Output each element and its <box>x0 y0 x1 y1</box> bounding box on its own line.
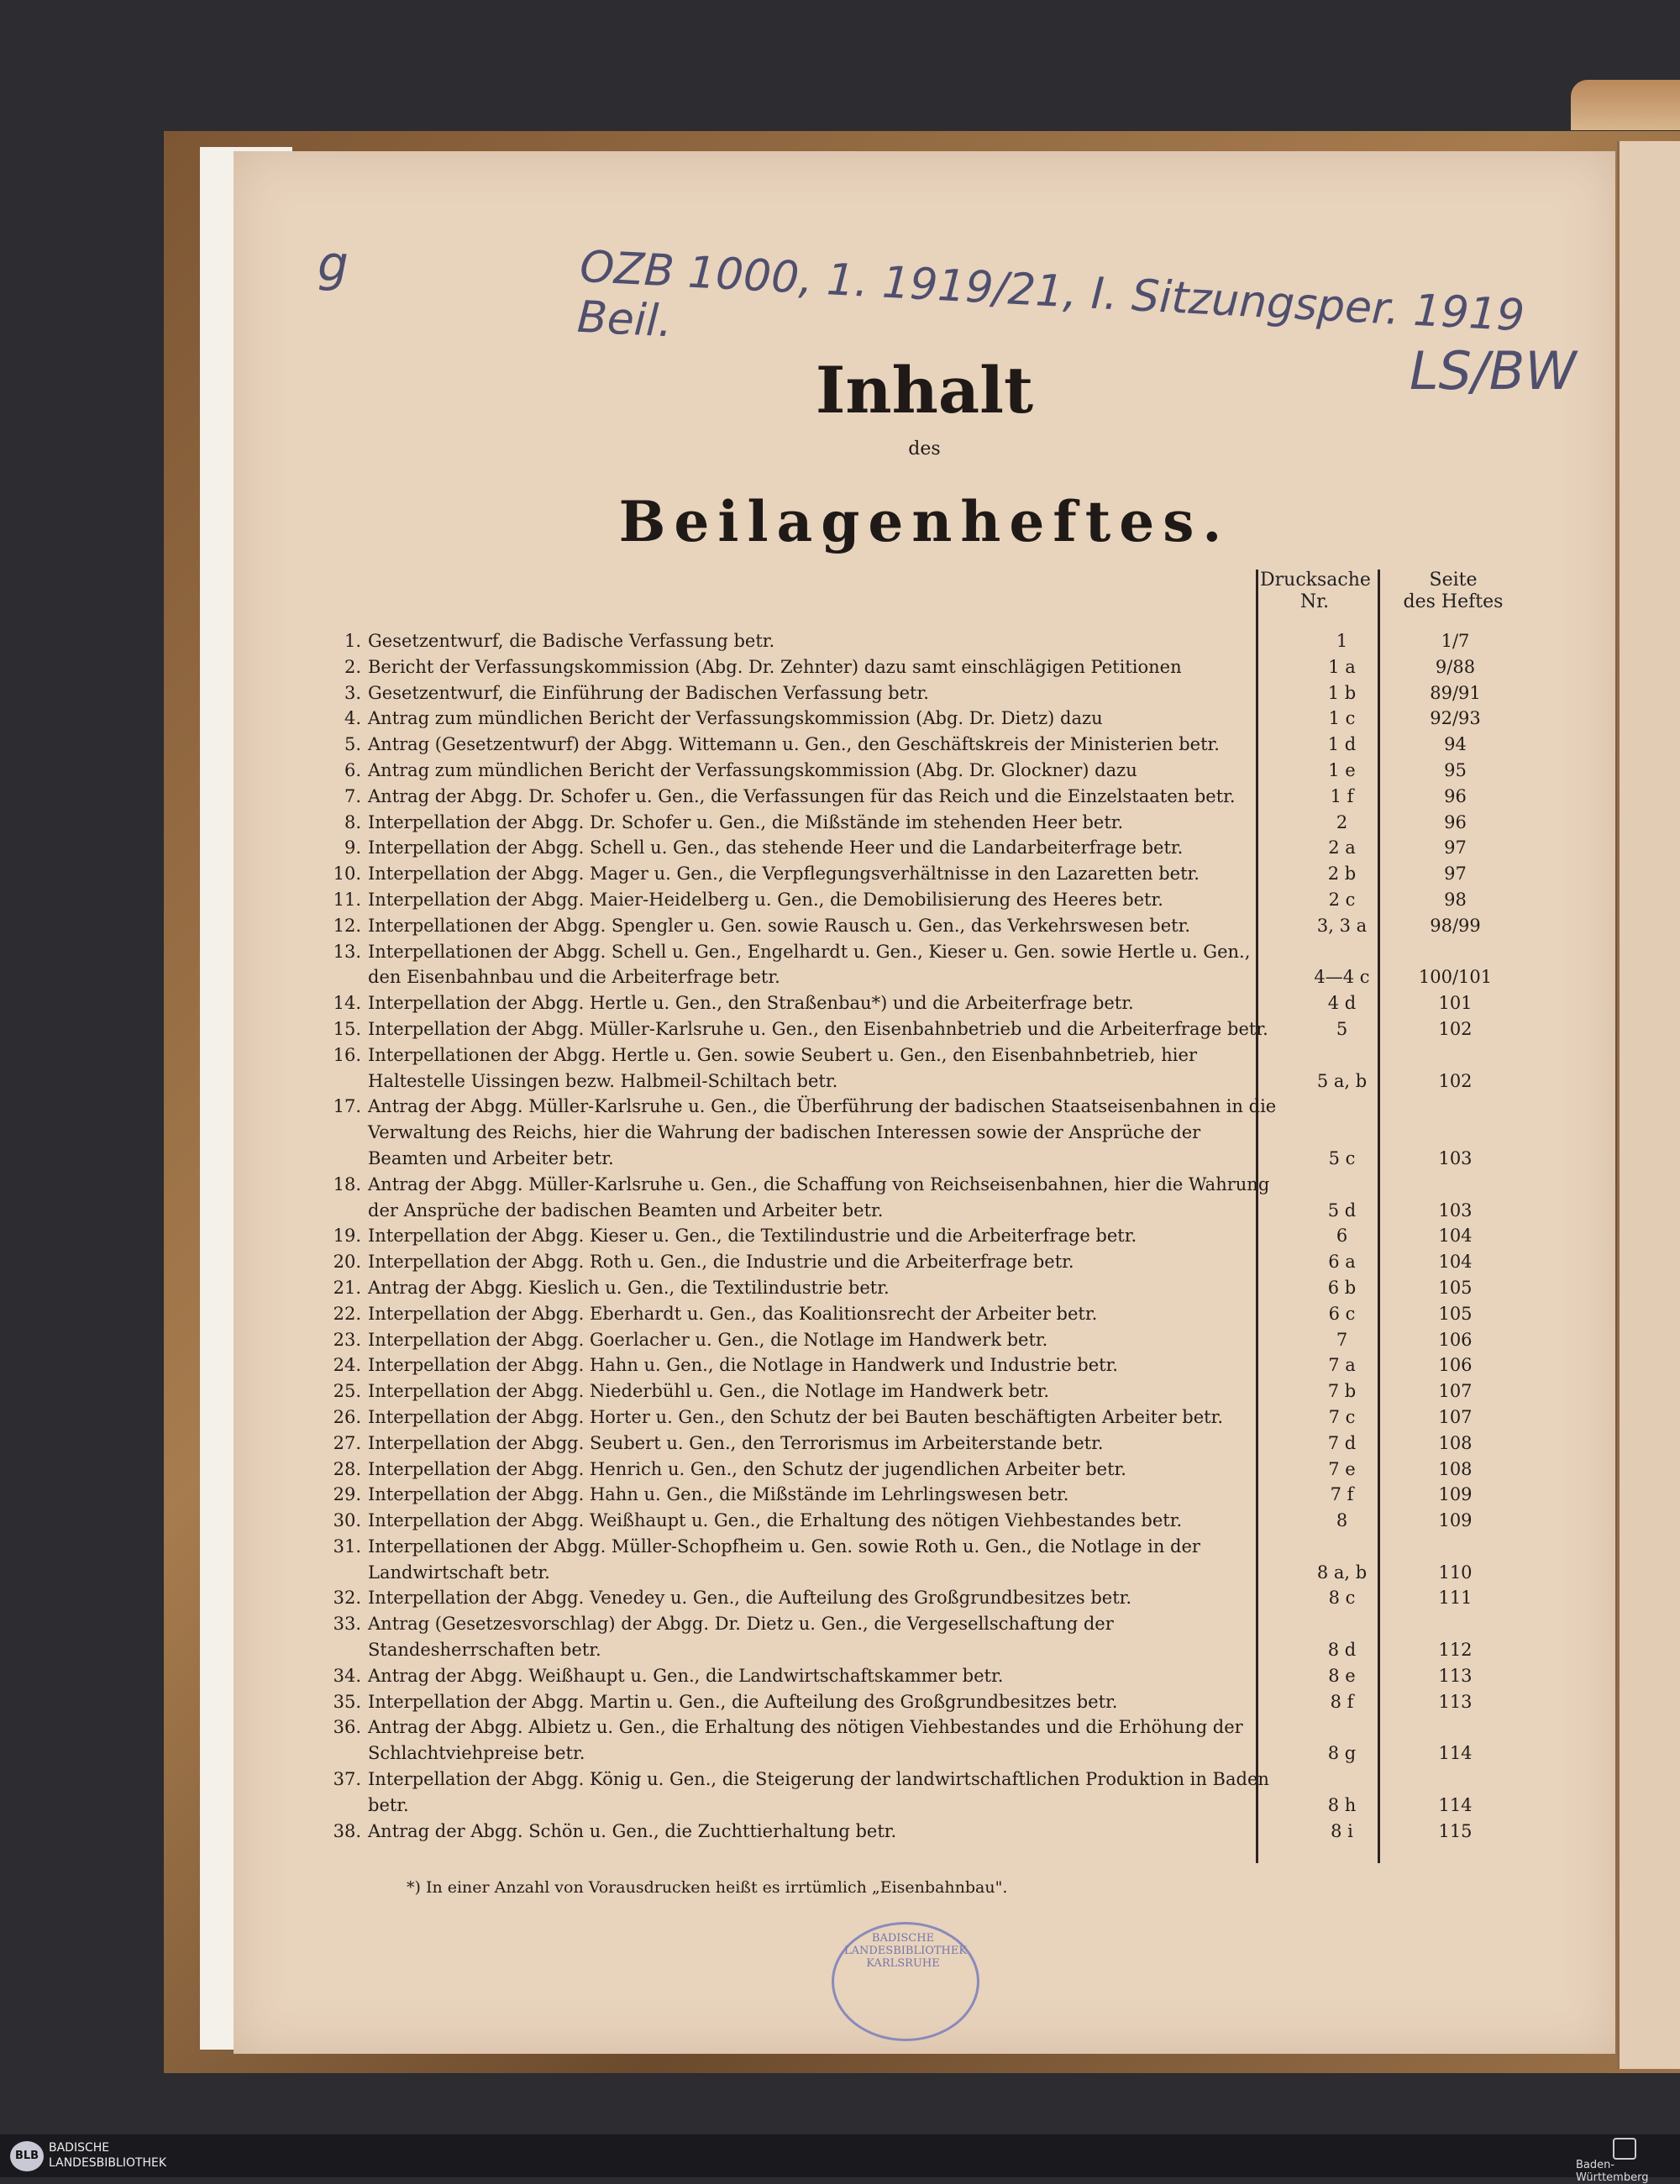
entry-title: Interpellation der Abgg. Hahn u. Gen., die Mißstände im Lehrlingswesen betr. <box>368 1484 1069 1505</box>
entry-drucksache: 7 e <box>1328 1458 1356 1479</box>
entry-drucksache: 3, 3 a <box>1316 915 1368 936</box>
entry-number: 26. <box>333 1406 361 1427</box>
entry-seite: 102 <box>1438 1070 1473 1091</box>
page-subtitle: des <box>908 438 941 459</box>
entry-drucksache: 2 b <box>1327 864 1357 885</box>
entry-title: Interpellation der Abgg. Venedey u. Gen., die Aufteilung des Großgrundbesitzes betr. <box>368 1588 1132 1609</box>
column-header-drucksache <box>1260 570 1369 613</box>
entry-drucksache: 8 g <box>1327 1743 1357 1764</box>
entry-seite: 9/88 <box>1435 656 1476 677</box>
entry-number: 23. <box>333 1329 361 1350</box>
table-row <box>312 1431 1505 1457</box>
entry-title: Antrag (Gesetzesvorschlag) der Abgg. Dr. Dietz u. Gen., die Vergesellschaftung der Standesherrschaften betr. <box>368 1614 1114 1661</box>
entry-drucksache: 1 b <box>1327 682 1357 703</box>
entry-number: 2. <box>344 656 361 677</box>
entry-number: 24. <box>333 1355 361 1376</box>
entry-number: 37. <box>333 1769 361 1790</box>
entry-number: 31. <box>333 1536 361 1557</box>
column-header-seite <box>1394 570 1512 613</box>
entry-title: Interpellation der Abgg. Maier-Heidelberg u. Gen., die Demobilisierung des Heeres betr. <box>368 889 1163 910</box>
table-row <box>312 1767 1505 1819</box>
entry-number: 27. <box>333 1432 361 1453</box>
entry-title: Antrag zum mündlichen Bericht der Verfassungskommission (Abg. Dr. Glockner) dazu <box>368 759 1137 780</box>
table-row <box>312 1457 1505 1483</box>
entry-title: Antrag der Abgg. Kieslich u. Gen., die Textilindustrie betr. <box>368 1277 890 1298</box>
entry-number: 32. <box>333 1588 361 1609</box>
entry-seite: 105 <box>1438 1277 1473 1298</box>
entry-seite: 107 <box>1438 1406 1473 1427</box>
entry-number: 5. <box>344 734 361 755</box>
entry-seite: 97 <box>1444 864 1467 885</box>
entry-seite: 102 <box>1438 1018 1473 1039</box>
table-row <box>312 1223 1505 1249</box>
entry-number: 36. <box>333 1717 361 1738</box>
entry-seite: 104 <box>1438 1226 1473 1247</box>
heftes-label: des Heftes <box>1403 591 1504 612</box>
table-row <box>312 1663 1505 1689</box>
entry-title: Interpellation der Abgg. Müller-Karlsruhe u. Gen., den Eisenbahnbetrieb und die Arbeiterfrage betr. <box>368 1018 1268 1039</box>
ribbon-bookmark <box>1571 80 1680 130</box>
entry-drucksache: 5 a, b <box>1316 1070 1368 1091</box>
viewer-footer <box>0 2134 1680 2177</box>
entry-seite: 115 <box>1438 1820 1473 1841</box>
entry-title: Interpellation der Abgg. Dr. Schofer u. Gen., die Mißstände im stehenden Heer betr. <box>368 811 1124 832</box>
entry-title: Interpellation der Abgg. Eberhardt u. Gen., das Koalitionsrecht der Arbeiter betr. <box>368 1303 1098 1324</box>
entry-number: 34. <box>333 1665 361 1686</box>
entry-drucksache: 2 c <box>1328 889 1356 910</box>
entry-title: Interpellation der Abgg. Weißhaupt u. Gen., die Erhaltung des nötigen Viehbestandes betr. <box>368 1510 1183 1531</box>
entry-drucksache: 8 a, b <box>1316 1562 1368 1583</box>
entry-drucksache: 6 a <box>1328 1252 1356 1273</box>
entry-title: Antrag der Abgg. Müller-Karlsruhe u. Gen., die Überführung der badischen Staatseisenbahnen in die Verwaltung des Reichs, hier die Wahrung der badischen Interessen sowie der Ansprüche der Beamten und Arbeiter betr. <box>368 1096 1277 1168</box>
table-row <box>312 1172 1505 1224</box>
table-row <box>312 654 1505 680</box>
entry-number: 21. <box>333 1277 361 1298</box>
entry-drucksache: 5 c <box>1328 1147 1356 1168</box>
entry-number: 7. <box>344 785 361 806</box>
table-row <box>312 1301 1505 1327</box>
entry-number: 33. <box>333 1614 361 1635</box>
entry-drucksache: 7 <box>1336 1329 1348 1350</box>
table-row <box>312 810 1505 836</box>
entry-number: 15. <box>333 1018 361 1039</box>
entry-drucksache: 5 <box>1336 1018 1348 1039</box>
entry-drucksache: 8 <box>1336 1510 1348 1531</box>
entry-title: Interpellation der Abgg. Roth u. Gen., die Industrie und die Arbeiterfrage betr. <box>368 1252 1074 1273</box>
entry-seite: 113 <box>1438 1665 1473 1686</box>
entry-number: 16. <box>333 1044 361 1065</box>
blb-logo: BLB <box>10 2141 44 2171</box>
table-row <box>312 758 1505 784</box>
entry-number: 14. <box>333 993 361 1014</box>
table-row <box>312 1611 1505 1663</box>
handwritten-shelfmark: OZB 1000, 1. 1919/21, I. Sitzungsper. 1919 Beil. <box>575 241 1526 348</box>
drucksache-nr-label: Nr. <box>1299 591 1330 612</box>
entry-drucksache: 8 e <box>1328 1665 1356 1686</box>
entry-seite: 114 <box>1438 1794 1473 1815</box>
entry-drucksache: 8 f <box>1330 1691 1354 1712</box>
table-row <box>312 1689 1505 1715</box>
entry-title: Gesetzentwurf, die Einführung der Badischen Verfassung betr. <box>368 682 929 703</box>
entry-number: 12. <box>333 915 361 936</box>
seite-label: Seite <box>1429 570 1478 591</box>
entry-title: Antrag der Abgg. Müller-Karlsruhe u. Gen., die Schaffung von Reichseisenbahnen, hier die Wahrung der Ansprüche der badischen Beamten und Arbeiter betr. <box>368 1173 1270 1221</box>
entry-title: Antrag der Abgg. Schön u. Gen., die Zuchttierhaltung betr. <box>368 1820 897 1841</box>
entry-drucksache: 8 i <box>1331 1820 1353 1841</box>
entry-seite: 111 <box>1438 1588 1473 1609</box>
entry-number: 19. <box>333 1226 361 1247</box>
entry-seite: 105 <box>1438 1303 1473 1324</box>
entry-seite: 113 <box>1438 1691 1473 1712</box>
entry-drucksache: 4 d <box>1327 993 1357 1014</box>
entry-title: Antrag (Gesetzentwurf) der Abgg. Wittemann u. Gen., den Geschäftskreis der Ministerien betr. <box>368 734 1220 755</box>
table-row <box>312 1094 1505 1171</box>
entry-title: Interpellationen der Abgg. Schell u. Gen., Engelhardt u. Gen., Kieser u. Gen. sowie Hertle u. Gen., den Eisenbahnbau und die Arbeiterfrage betr. <box>368 941 1251 988</box>
entry-number: 29. <box>333 1484 361 1505</box>
entry-title: Interpellation der Abgg. Schell u. Gen., das stehende Heer und die Landarbeiterfrage betr. <box>368 837 1184 858</box>
table-row <box>312 1585 1505 1611</box>
entry-drucksache: 5 d <box>1327 1200 1357 1221</box>
entry-title: Interpellation der Abgg. Kieser u. Gen., die Textilindustrie und die Arbeiterfrage betr. <box>368 1226 1137 1247</box>
entry-seite: 108 <box>1438 1432 1473 1453</box>
entry-number: 17. <box>333 1096 361 1117</box>
entry-seite: 109 <box>1438 1484 1473 1505</box>
entry-title: Interpellation der Abgg. Seubert u. Gen., den Terrorismus im Arbeiterstande betr. <box>368 1432 1104 1453</box>
table-row <box>312 1714 1505 1767</box>
table-row <box>312 1327 1505 1353</box>
entry-drucksache: 1 f <box>1330 785 1354 806</box>
entry-title: Gesetzentwurf, die Badische Verfassung betr. <box>368 631 775 651</box>
entry-seite: 104 <box>1438 1252 1473 1273</box>
table-row <box>312 1016 1505 1042</box>
table-row <box>312 835 1505 861</box>
entry-seite: 114 <box>1438 1743 1473 1764</box>
footnote: *) In einer Anzahl von Vorausdrucken heißt es irrtümlich „Eisenbahnbau". <box>407 1878 1008 1897</box>
entry-seite: 97 <box>1444 837 1467 858</box>
page-heading: Beilagenheftes. <box>618 489 1231 554</box>
handwritten-ls-bw: LS/BW <box>1410 340 1577 402</box>
entry-title: Antrag zum mündlichen Bericht der Verfassungskommission (Abg. Dr. Dietz) dazu <box>368 708 1103 729</box>
entry-title: Interpellation der Abgg. Mager u. Gen., die Verpflegungsverhältnisse in den Lazaretten betr. <box>368 864 1200 885</box>
entry-number: 11. <box>333 889 361 910</box>
table-row <box>312 680 1505 706</box>
entry-title: Interpellation der Abgg. Goerlacher u. Gen., die Notlage im Handwerk betr. <box>368 1329 1048 1350</box>
entry-drucksache: 7 b <box>1327 1381 1357 1402</box>
entry-seite: 100/101 <box>1418 967 1493 988</box>
entry-drucksache: 2 a <box>1328 837 1356 858</box>
library-name-line1: BADISCHE <box>49 2141 110 2155</box>
entry-number: 22. <box>333 1303 361 1324</box>
entry-drucksache: 6 c <box>1328 1303 1356 1324</box>
entry-seite: 110 <box>1438 1562 1473 1583</box>
entry-title: Interpellation der Abgg. Martin u. Gen., die Aufteilung des Großgrundbesitzes betr. <box>368 1691 1118 1712</box>
entry-number: 4. <box>344 708 361 729</box>
entry-title: Interpellation der Abgg. Niederbühl u. Gen., die Notlage im Handwerk betr. <box>368 1381 1050 1402</box>
entry-seite: 108 <box>1438 1458 1473 1479</box>
coat-of-arms-icon <box>1613 2138 1636 2160</box>
table-row <box>312 1404 1505 1431</box>
entry-drucksache: 7 c <box>1328 1406 1356 1427</box>
entry-title: Antrag der Abgg. Albietz u. Gen., die Erhaltung des nötigen Viehbestandes und die Erhöhung der Schlachtviehpreise betr. <box>368 1717 1243 1764</box>
table-row <box>312 887 1505 913</box>
entry-drucksache: 1 d <box>1327 734 1357 755</box>
entry-title: Interpellation der Abgg. Horter u. Gen., den Schutz der bei Bauten beschäftigten Arbeiter betr. <box>368 1406 1223 1427</box>
drucksache-label: Drucksache <box>1260 570 1371 591</box>
entry-title: Interpellation der Abgg. König u. Gen., die Steigerung der landwirtschaftlichen Produktion in Baden betr. <box>368 1769 1269 1815</box>
entry-number: 38. <box>333 1820 361 1841</box>
entry-drucksache: 7 a <box>1328 1355 1356 1376</box>
table-row <box>312 1042 1505 1095</box>
table-row <box>312 1378 1505 1404</box>
entry-seite: 106 <box>1438 1355 1473 1376</box>
entry-seite: 98 <box>1444 889 1467 910</box>
table-row <box>312 784 1505 810</box>
facing-page-edge <box>1617 141 1680 2069</box>
entry-seite: 109 <box>1438 1510 1473 1531</box>
entry-seite: 94 <box>1444 734 1467 755</box>
stamp-text: BADISCHE LANDESBIBLIOTHEK KARLSRUHE <box>844 1932 968 1970</box>
entry-drucksache: 6 b <box>1327 1277 1357 1298</box>
table-row <box>312 1508 1505 1534</box>
entry-seite: 103 <box>1438 1200 1473 1221</box>
table-row <box>312 990 1505 1016</box>
entry-drucksache: 6 <box>1336 1226 1348 1247</box>
entry-number: 20. <box>333 1252 361 1273</box>
entry-seite: 101 <box>1438 993 1473 1014</box>
entry-title: Interpellation der Abgg. Hahn u. Gen., die Notlage in Handwerk und Industrie betr. <box>368 1355 1118 1376</box>
table-row <box>312 1482 1505 1508</box>
entry-number: 10. <box>333 864 361 885</box>
contents-table <box>312 628 1505 1844</box>
entry-drucksache: 1 c <box>1328 708 1356 729</box>
table-row <box>312 628 1505 654</box>
entry-drucksache: 1 a <box>1328 656 1356 677</box>
entry-number: 18. <box>333 1173 361 1194</box>
entry-drucksache: 1 e <box>1328 759 1356 780</box>
entry-title: Antrag der Abgg. Weißhaupt u. Gen., die Landwirtschaftskammer betr. <box>368 1665 1004 1686</box>
entry-title: Bericht der Verfassungskommission (Abg. Dr. Zehnter) dazu samt einschlägigen Petitionen <box>368 656 1182 677</box>
entry-number: 6. <box>344 759 361 780</box>
entry-title: Antrag der Abgg. Dr. Schofer u. Gen., die Verfassungen für das Reich und die Einzelstaaten betr. <box>368 785 1236 806</box>
table-row <box>312 1249 1505 1275</box>
entry-seite: 112 <box>1438 1640 1473 1661</box>
entry-seite: 1/7 <box>1441 631 1470 651</box>
table-row <box>312 1352 1505 1378</box>
entry-number: 25. <box>333 1381 361 1402</box>
entry-number: 8. <box>344 811 361 832</box>
entry-title: Interpellationen der Abgg. Hertle u. Gen. sowie Seubert u. Gen., den Eisenbahnbetrieb, hier Haltestelle Uissingen bezw. Halbmeil-Schiltach betr. <box>368 1044 1197 1091</box>
entry-number: 9. <box>344 837 361 858</box>
table-row <box>312 1819 1505 1845</box>
entry-seite: 106 <box>1438 1329 1473 1350</box>
entry-title: Interpellation der Abgg. Hertle u. Gen., den Straßenbau*) und die Arbeiterfrage betr. <box>368 993 1134 1014</box>
entry-drucksache: 8 d <box>1327 1640 1357 1661</box>
entry-title: Interpellationen der Abgg. Spengler u. Gen. sowie Rausch u. Gen., das Verkehrswesen betr. <box>368 915 1191 936</box>
entry-seite: 96 <box>1444 811 1467 832</box>
entry-number: 3. <box>344 682 361 703</box>
table-row <box>312 913 1505 939</box>
entry-seite: 107 <box>1438 1381 1473 1402</box>
entry-seite: 103 <box>1438 1147 1473 1168</box>
entry-number: 35. <box>333 1691 361 1712</box>
table-row <box>312 1534 1505 1586</box>
page-title: Inhalt <box>815 353 1034 428</box>
entry-title: Interpellationen der Abgg. Müller-Schopfheim u. Gen. sowie Roth u. Gen., die Notlage in der Landwirtschaft betr. <box>368 1536 1200 1583</box>
handwritten-note-left: g <box>318 235 349 292</box>
entry-drucksache: 7 d <box>1327 1432 1357 1453</box>
region-label: Baden-Württemberg <box>1576 2159 1649 2184</box>
table-row <box>312 1275 1505 1301</box>
entry-seite: 95 <box>1444 759 1467 780</box>
entry-seite: 89/91 <box>1430 682 1481 703</box>
table-row <box>312 939 1505 991</box>
entry-number: 13. <box>333 941 361 962</box>
entry-drucksache: 8 h <box>1327 1794 1357 1815</box>
entry-drucksache: 4—4 c <box>1314 967 1370 988</box>
table-row <box>312 732 1505 758</box>
table-row <box>312 706 1505 732</box>
entry-number: 28. <box>333 1458 361 1479</box>
library-name <box>49 2140 166 2171</box>
entry-number: 30. <box>333 1510 361 1531</box>
entry-drucksache: 2 <box>1336 811 1348 832</box>
entry-seite: 96 <box>1444 785 1467 806</box>
entry-drucksache: 8 c <box>1328 1588 1356 1609</box>
entry-drucksache: 7 f <box>1330 1484 1354 1505</box>
library-name-line2: LANDESBIBLIOTHEK <box>49 2156 167 2170</box>
entry-title: Interpellation der Abgg. Henrich u. Gen., den Schutz der jugendlichen Arbeiter betr. <box>368 1458 1126 1479</box>
table-row <box>312 861 1505 887</box>
entry-drucksache: 1 <box>1336 631 1348 651</box>
entry-number: 1. <box>344 631 361 651</box>
entry-seite: 98/99 <box>1430 915 1481 936</box>
entry-seite: 92/93 <box>1430 708 1481 729</box>
